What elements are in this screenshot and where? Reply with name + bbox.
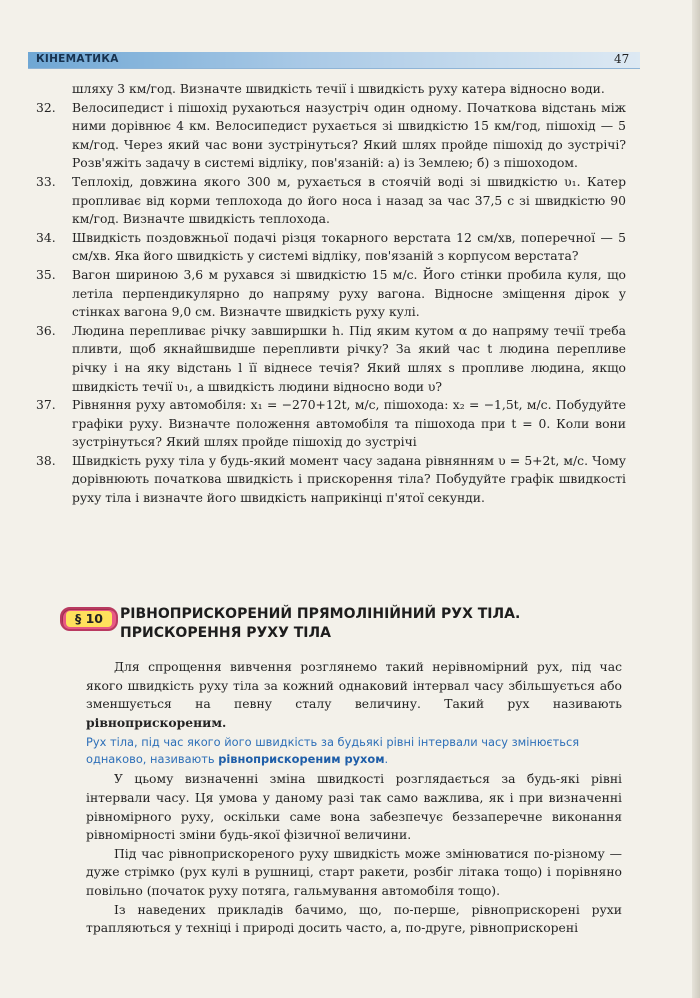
exercise-33 — [36, 173, 626, 229]
exercise-text: Теплохід, довжина якого 300 м, рухається в стоячій воді зі швидкістю υ₁. Катер пропливає від корми теплохода до його носа і назад за час 37,5 с зі швидкістю 90 км/год. Визначте швидкість теплохода. — [72, 174, 626, 227]
section-heading — [60, 605, 632, 645]
section-title-line-2: ПРИСКОРЕННЯ РУХУ ТІЛА — [120, 625, 331, 641]
key-term: рівноприскореним. — [86, 714, 227, 730]
exercise-list — [36, 80, 626, 508]
exercise-31-continued — [36, 80, 626, 99]
exercise-37 — [36, 396, 626, 452]
definition-box — [86, 734, 622, 768]
exercise-35 — [36, 266, 626, 322]
exercise-text: Рівняння руху автомобіля: x₁ = −270+12t, м/с, пішохода: x₂ = −1,5t, м/с. Побудуйте графіки руху. Визначте положення автомобіля та пішохода при t = 0. Коли вони зустрінуться? Який шлях пройде пішохід до зустрічі — [72, 398, 626, 450]
paragraph-text: Для спрощення вивчення розглянемо такий нерівномірний рух, під час якого швидкість руху тіла за кожний однаковий інтервал часу збільшується або зменшується на певну сталу величину. Такий рух називають — [86, 660, 622, 712]
definition-term: рівноприскореним рухом — [218, 752, 385, 767]
exercise-number: 32. — [36, 100, 56, 115]
section-title — [120, 605, 520, 643]
running-header-bar — [28, 52, 640, 69]
exercise-text: Людина перепливає річку завширшки h. Під яким кутом α до напряму течії треба пливти, щоб якнайшвидше перепливти річку? За який час t людина перепливе річку і на яку відстань l її віднесе течія? Який шлях s пропливе людина, якщо швидкість течії υ₁, а швидкість людини відносно води υ? — [72, 323, 626, 394]
exercise-number: 35. — [36, 267, 56, 282]
exercise-number: 34. — [36, 230, 56, 245]
exercise-text: Швидкість руху тіла у будь-який момент часу задана рівнянням υ = 5+2t, м/с. Чому дорівнюють початкова швидкість і прискорення тіла? Побудуйте графік швидкості руху тіла і визначте його швидкість наприкінці п'ятої секунди. — [72, 453, 626, 506]
paragraph-3: Під час рівноприскореного руху швидкість може змінюватися по-різному — дуже стрімко (рух кулі в рушниці, старт ракети, розбіг літака тощо) і порівняно повільно (початок руху потяга, гальмування автомобіля тощо). — [86, 846, 622, 898]
exercise-number: 36. — [36, 323, 56, 338]
page-edge — [692, 0, 700, 998]
exercise-number: 33. — [36, 174, 56, 189]
exercise-36 — [36, 322, 626, 396]
paragraph-2: У цьому визначенні зміна швидкості розглядається за будь-які рівні інтервали часу. Ця умова у даному разі так само важлива, як і при визначенні рівномірного руху, оскільки саме вона забезпечує беззаперечне виконання рівномірності зміни будь-якої фізичної величини. — [86, 772, 622, 843]
exercise-34 — [36, 229, 626, 266]
exercise-text: Вагон шириною 3,6 м рухався зі швидкістю 15 м/с. Його стінки пробила куля, що летіла перпендикулярно до напряму руху вагона. Відносне зміщення дірок у стінках вагона 9,0 см. Визначте швидкість руху кулі. — [72, 267, 626, 320]
running-title: КІНЕМАТИКА — [36, 53, 119, 65]
exercise-38 — [36, 452, 626, 508]
section-title-line-1: РІВНОПРИСКОРЕНИЙ ПРЯМОЛІНІЙНИЙ РУХ ТІЛА. — [120, 606, 521, 622]
section-number: § 10 — [66, 611, 112, 627]
paragraph-4: Із наведених прикладів бачимо, що, по-перше, рівноприскорені рухи трапляються у техніці і природі досить часто, а, по-друге, рівноприскорені — [86, 902, 622, 936]
definition-end: . — [384, 752, 389, 767]
exercise-number: 38. — [36, 453, 56, 468]
exercise-number: 37. — [36, 398, 56, 413]
section-body — [86, 658, 622, 938]
section-badge — [60, 607, 118, 631]
paragraph-intro — [86, 658, 622, 732]
exercise-text: Швидкість поздовжньої подачі різця токарного верстата 12 см/хв, поперечної — 5 см/хв. Яка його швидкість у системі відліку, пов'язаній з корпусом верстата? — [72, 230, 626, 264]
exercise-text: шляху 3 км/год. Визначте швидкість течії і швидкість руху катера відносно води. — [72, 82, 605, 96]
definition-text: Рух тіла, під час якого його швидкість за будьякі рівні інтервали часу змінюється однаково, називають — [86, 735, 580, 767]
page-number: 47 — [614, 52, 630, 66]
exercise-32 — [36, 99, 626, 173]
exercise-text: Велосипедист і пішохід рухаються назустріч один одному. Початкова відстань між ними дорівнює 4 км. Велосипедист рухається зі швидкістю 15 км/год, пішохід — 5 км/год. Через який час вони зустрінуться? Який шлях пройде пішохід до зустрічі? Розв'яжіть задачу в системі відліку, пов'язаній: а) із Землею; б) з пішоходом. — [72, 100, 626, 171]
